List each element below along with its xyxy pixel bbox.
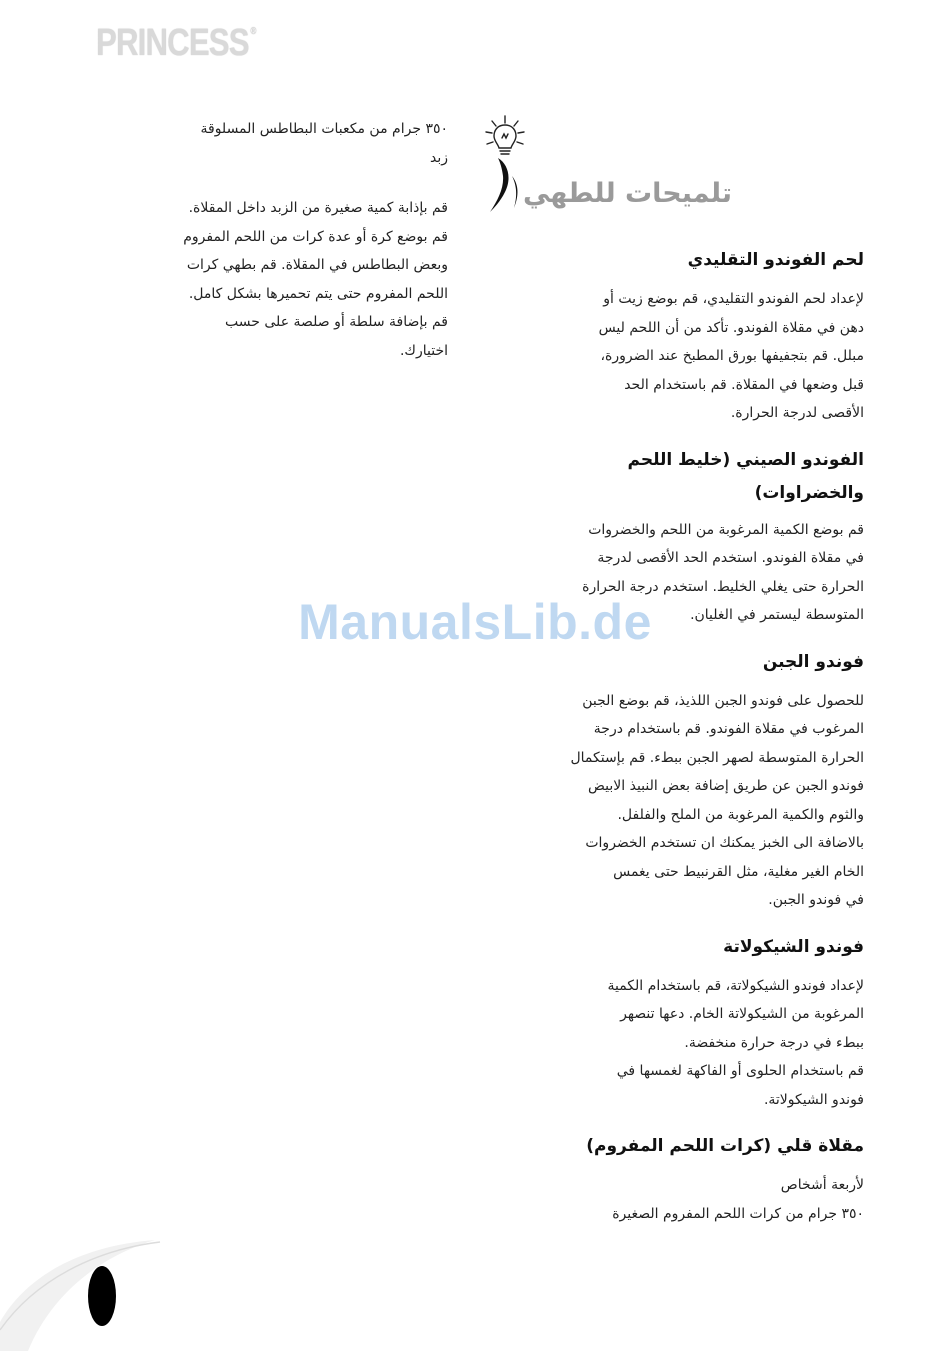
section-title: فوندو الجبن (762, 651, 864, 672)
text-line: لإعداد فوندو الشيكولاتة، قم باستخدام الكمية (607, 977, 864, 994)
lightbulb-tip-icon (478, 112, 528, 216)
section-title: مقلاة قلي (كرات اللحم المفروم) (586, 1136, 864, 1156)
right-column (520, 244, 864, 1244)
step-line: قم بوضع كرة أو عدة كرات من اللحم المفروم (183, 228, 448, 245)
step-line: قم بإذابة كمية صغيرة من الزبد داخل المقلاة. (188, 200, 448, 216)
text-line: المرغوب في مقلاة الفوندو. قم باستخدام درجة (593, 721, 864, 737)
text-line: ٣٥٠ جرام من كرات اللحم المفروم الصغيرة (612, 1205, 864, 1222)
section-title: فوندو الشيكولاتة (723, 936, 864, 957)
section-cheese-fondue (520, 646, 864, 915)
text-line: للحصول على فوندو الجبن اللذيذ، قم بوضع الجبن (582, 692, 864, 709)
registered-mark: ® (250, 26, 256, 37)
text-line: في فوندو الجبن. (768, 892, 864, 908)
text-line: دهن في مقلاة الفوندو. تأكد من أن اللحم ليس (598, 319, 864, 336)
text-line: مبلل. قم بتجفيفها بورق المطبخ عند الضرورة، (600, 348, 864, 364)
watermark-text: ManualsLib.de (298, 594, 652, 650)
page-corner-decoration (0, 1230, 170, 1351)
ingredient-line: زبد (429, 149, 448, 166)
text-line: فوندو الشيكولاتة. (763, 1091, 864, 1108)
brand-logo (96, 22, 256, 65)
step-line: قم بإضافة سلطة أو صلصة على حسب (225, 314, 448, 330)
text-line: الحرارة حتى يغلي الخليط. استخدم درجة الحرارة (582, 578, 864, 595)
text-line: قم باستخدام الحلوى أو الفاكهة لغمسها في (616, 1063, 864, 1079)
left-column (110, 115, 448, 365)
section-title-line: والخضراوات) (754, 482, 864, 503)
section-chinese-fondue (520, 444, 864, 630)
step-line: وبعض البطاطس في المقلاة. قم بطهي كرات (186, 257, 448, 273)
section-title (520, 444, 864, 510)
text-line: المرغوبة من الشيكولاتة الخام. دعها تنصهر (620, 1006, 864, 1022)
section-title: لحم الفوندو التقليدي (687, 250, 864, 270)
section-traditional-fondue (520, 244, 864, 428)
text-line: الحرارة المتوسطة لصهر الجبن ببطء. قم بإستكمال (570, 749, 864, 766)
step-line: اختيارك. (399, 342, 448, 359)
brand-name: PRINCESS (96, 22, 249, 64)
text-line: قم بوضع الكمية المرغوبة من اللحم والخضروات (588, 521, 864, 538)
text-line: لأربعة أشخاص (780, 1177, 864, 1193)
text-line: لإعداد لحم الفوندو التقليدي، قم بوضع زيت أو (603, 291, 864, 307)
spacer (110, 172, 448, 194)
section-chocolate-fondue (520, 931, 864, 1115)
text-line: والثوم والكمية المرغوبة من الملح والفلفل. (617, 806, 864, 823)
ingredient-line: ٣٥٠ جرام من مكعبات البطاطس المسلوقة (200, 121, 448, 137)
text-line: فوندو الجبن عن طريق إضافة بعض النبيذ الابيض (588, 778, 864, 794)
text-line: ببطء في درجة حرارة منخفضة. (684, 1034, 864, 1051)
text-line: بالاضافة الى الخبز يمكنك ان تستخدم الخضروات (585, 835, 864, 851)
text-line: الخام الغير مغلية، مثل القرنبيط حتى يغمس (613, 863, 864, 880)
text-line: المتوسطة ليستمر في الغليان. (690, 607, 864, 623)
text-line: في مقلاة الفوندو. استخدم الحد الأقصى لدرجة (597, 550, 864, 566)
step-line: اللحم المفروم حتى يتم تحميرها بشكل كامل. (188, 285, 448, 302)
text-line: قبل وضعها في المقلاة. قم باستخدام الحد (624, 376, 864, 393)
text-line: الأقصى لدرجة الحرارة. (730, 405, 864, 421)
page-title: تلميحات للطهي (522, 178, 732, 209)
section-meatballs (520, 1130, 864, 1228)
section-title-line: الفوندو الصيني (خليط اللحم (627, 449, 864, 470)
